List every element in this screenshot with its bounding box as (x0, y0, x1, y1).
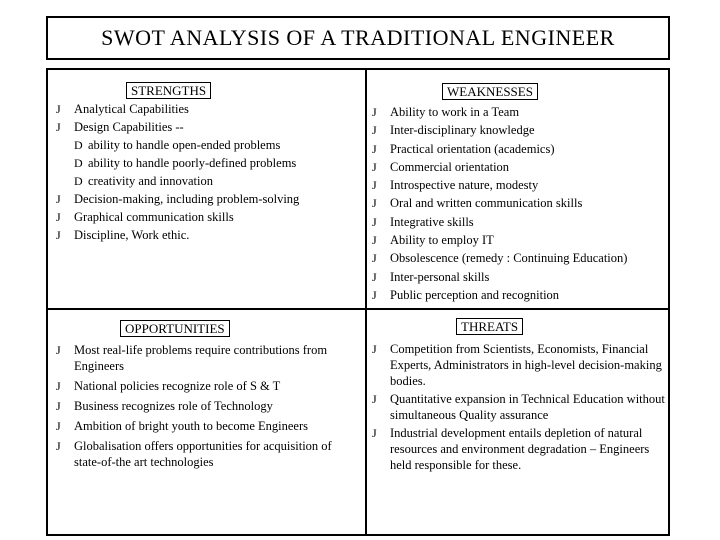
list-item (372, 249, 668, 267)
sub-item (74, 172, 361, 190)
bullet-glyph: J (372, 233, 377, 248)
swot-grid (46, 68, 670, 536)
vertical-divider (365, 70, 367, 534)
bullet-glyph: J (372, 342, 377, 356)
list-item (372, 425, 668, 473)
bullet-glyph: J (56, 399, 61, 413)
bullet-glyph: J (56, 228, 61, 242)
bullet-glyph: J (56, 102, 61, 116)
bullet-glyph: J (372, 392, 377, 406)
strength-text: Analytical Capabilities (74, 102, 189, 116)
weakness-text: Inter-disciplinary knowledge (390, 123, 535, 138)
bullet-glyph: J (56, 343, 61, 357)
bullet-glyph: J (56, 192, 61, 206)
bullet-glyph: J (372, 196, 377, 211)
weakness-text: Public perception and recognition (390, 287, 560, 302)
sub-bullet-glyph: D (74, 174, 83, 188)
bullet-glyph: J (372, 141, 377, 156)
threats-label: THREATS (456, 318, 523, 335)
list-item (56, 190, 361, 208)
bullet-glyph: J (372, 123, 377, 138)
sub-item (74, 154, 361, 172)
opportunity-text: Ambition of bright youth to become Engineers (74, 419, 308, 433)
weakness-text: Introspective nature, modesty (390, 178, 539, 193)
list-item (372, 140, 668, 158)
weakness-text: Practical orientation (academics) (390, 141, 555, 156)
weaknesses-label: WEAKNESSES (442, 83, 538, 100)
weakness-text: Obsolescence (remedy : Continuing Education) (390, 251, 628, 266)
bullet-glyph: J (372, 214, 377, 229)
list-item (372, 231, 668, 249)
threat-text: Industrial development entails depletion of natural resources and environment degradation – Engineers held responsible for these. (390, 426, 650, 472)
list-item (372, 286, 668, 304)
opportunity-text: Business recognizes role of Technology (74, 399, 273, 413)
weakness-text: Inter-personal skills (390, 269, 490, 284)
opportunity-text: Globalisation offers opportunities for acquisition of state-of-the art technologies (74, 439, 332, 469)
bullet-glyph: J (56, 439, 61, 453)
bullet-glyph: J (372, 105, 377, 119)
bullet-glyph: J (56, 379, 61, 393)
opportunity-text: Most real-life problems require contributions from Engineers (74, 343, 328, 373)
weakness-text: Integrative skills (390, 214, 474, 229)
bullet-glyph: J (372, 159, 377, 174)
list-item (372, 391, 668, 423)
threat-text: Quantitative expansion in Technical Education without simultaneous Quality assurance (390, 392, 665, 422)
horizontal-divider (48, 308, 668, 310)
list-item (56, 378, 356, 394)
list-item (56, 438, 356, 470)
list-item (56, 118, 361, 190)
strengths-label: STRENGTHS (126, 82, 211, 99)
list-item (372, 121, 668, 139)
opportunity-text: National policies recognize role of S & T (74, 379, 281, 393)
title-box (46, 16, 670, 60)
weakness-text: Ability to employ IT (390, 233, 494, 248)
list-item (56, 342, 356, 374)
strength-text: Discipline, Work ethic. (74, 228, 190, 242)
list-item (56, 208, 361, 226)
bullet-glyph: J (56, 210, 61, 224)
sub-item (74, 136, 361, 154)
list-item (56, 226, 361, 244)
list-item (372, 213, 668, 231)
list-item (372, 158, 668, 176)
bullet-glyph: J (56, 419, 61, 433)
weakness-text: Ability to work in a Team (390, 105, 520, 119)
strength-text: Graphical communication skills (74, 210, 234, 224)
bullet-glyph: J (56, 120, 61, 134)
strengths-list (56, 100, 361, 244)
sub-bullet-glyph: D (74, 138, 83, 152)
bullet-glyph: J (372, 287, 377, 302)
list-item (372, 176, 668, 194)
weakness-text: Oral and written communication skills (390, 196, 583, 211)
list-item (56, 100, 361, 118)
threats-list (372, 341, 668, 475)
page-title: SWOT ANALYSIS OF A TRADITIONAL ENGINEER (101, 25, 615, 50)
list-item (372, 103, 668, 121)
weakness-text: Commercial orientation (390, 159, 510, 174)
list-item (372, 268, 668, 286)
sub-bullet-glyph: D (74, 156, 83, 170)
opportunities-list (56, 342, 356, 474)
sub-item-text: ability to handle poorly-defined problems (88, 156, 297, 170)
list-item (372, 194, 668, 212)
strength-text: Design Capabilities -- (74, 120, 184, 134)
sub-item-text: ability to handle open-ended problems (88, 138, 281, 152)
list-item (56, 418, 356, 434)
list-item (56, 398, 356, 414)
opportunities-label: OPPORTUNITIES (120, 320, 230, 337)
bullet-glyph: J (372, 178, 377, 193)
bullet-glyph: J (372, 251, 377, 266)
threat-text: Competition from Scientists, Economists, Financial Experts, Administrators in high-level decision-making bodies. (390, 342, 662, 388)
sub-item-text: creativity and innovation (88, 174, 213, 188)
weaknesses-list (372, 103, 668, 304)
bullet-glyph: J (372, 426, 377, 440)
list-item (372, 341, 668, 389)
strength-text: Decision-making, including problem-solving (74, 192, 300, 206)
bullet-glyph: J (372, 269, 377, 284)
